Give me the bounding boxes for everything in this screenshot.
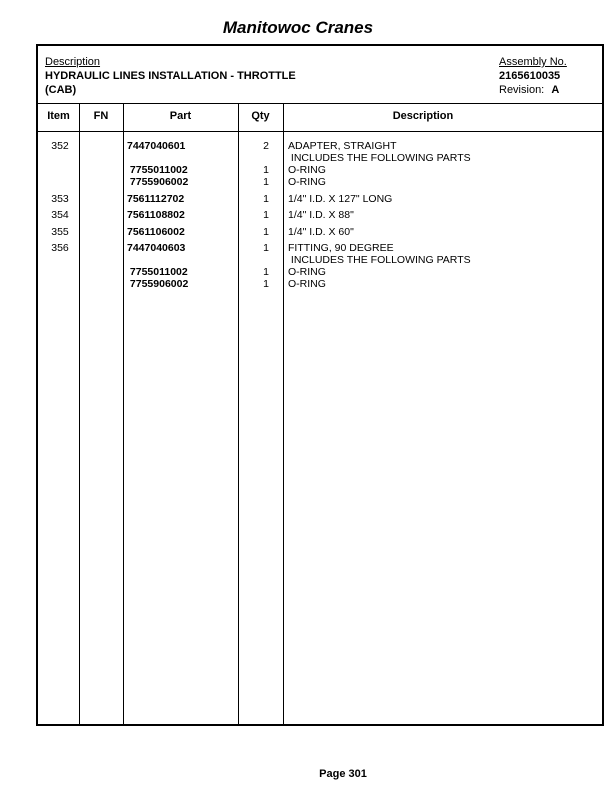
row-quantity: 1	[263, 278, 269, 290]
column-divider	[123, 104, 124, 724]
row-part-number: 7447040603	[127, 242, 186, 254]
row-part-number: 7755906002	[127, 176, 189, 188]
row-description: INCLUDES THE FOLLOWING PARTS	[288, 254, 471, 266]
row-item-number: 356	[51, 242, 69, 254]
revision-label: Revision:	[499, 84, 545, 96]
assembly-number: 2165610035	[499, 70, 561, 82]
row-description: 1/4" I.D. X 60"	[288, 226, 354, 238]
row-item-number: 354	[51, 209, 69, 221]
row-description: INCLUDES THE FOLLOWING PARTS	[288, 152, 471, 164]
column-header-item: Item	[47, 110, 70, 122]
row-quantity: 1	[263, 226, 269, 238]
row-quantity: 1	[263, 242, 269, 254]
column-header-part: Part	[169, 110, 192, 122]
page-title: Manitowoc Cranes	[222, 18, 374, 37]
row-description: O-RING	[288, 164, 326, 176]
column-header-description: Description	[392, 110, 454, 122]
row-item-number: 355	[51, 226, 69, 238]
row-part-number: 7755011002	[127, 266, 188, 278]
assembly-description-line2: (CAB)	[45, 84, 77, 96]
revision-block	[499, 83, 559, 97]
row-description: 1/4" I.D. X 127" LONG	[288, 193, 393, 205]
row-description: FITTING, 90 DEGREE	[288, 242, 394, 254]
row-quantity: 1	[263, 164, 269, 176]
row-quantity: 1	[263, 193, 269, 205]
row-quantity: 1	[263, 209, 269, 221]
row-quantity: 2	[263, 140, 269, 152]
row-description: O-RING	[288, 266, 326, 278]
row-part-number: 7561106002	[127, 226, 185, 238]
row-description: O-RING	[288, 278, 326, 290]
parts-list-frame	[36, 44, 604, 726]
row-description: 1/4" I.D. X 88"	[288, 209, 354, 221]
revision-value: A	[551, 84, 560, 96]
page-number: Page 301	[319, 768, 367, 780]
description-label: Description	[45, 56, 101, 68]
row-description: ADAPTER, STRAIGHT	[288, 140, 397, 152]
assembly-description-line1: HYDRAULIC LINES INSTALLATION - THROTTLE	[45, 70, 296, 82]
row-part-number: 7447040601	[127, 140, 186, 152]
row-description: O-RING	[288, 176, 326, 188]
column-header-qty: Qty	[251, 110, 270, 122]
row-item-number: 353	[51, 193, 69, 205]
row-item-number: 352	[51, 140, 69, 152]
row-part-number: 7561112702	[127, 193, 185, 205]
assembly-number-label: Assembly No.	[499, 56, 567, 68]
column-header-fn: FN	[93, 110, 109, 122]
row-part-number: 7755011002	[127, 164, 188, 176]
row-quantity: 1	[263, 176, 269, 188]
row-quantity: 1	[263, 266, 269, 278]
row-part-number: 7561108802	[127, 209, 185, 221]
row-part-number: 7755906002	[127, 278, 189, 290]
